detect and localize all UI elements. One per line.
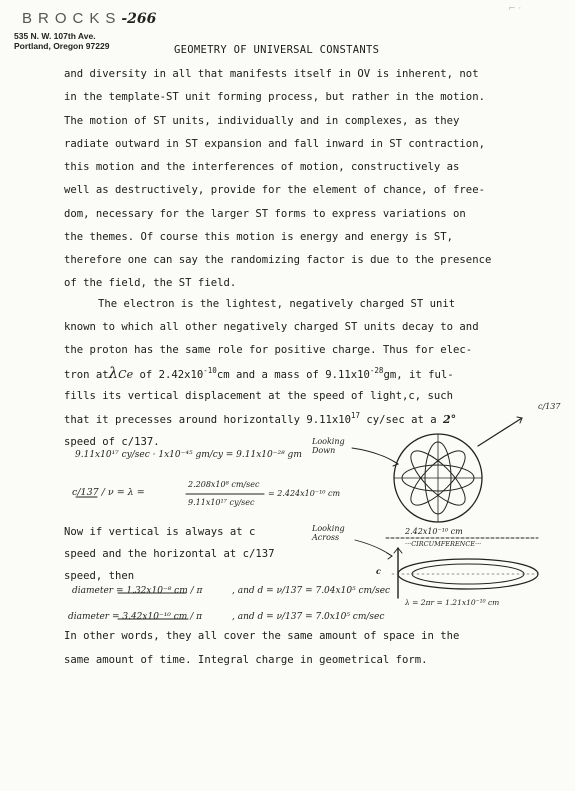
handwritten-equation-1: 9.11x10¹⁷ cy/sec · 1x10⁻⁴⁵ gm/cy = 9.11x10⁻²⁸ gm — [75, 450, 302, 460]
page-number: -266 — [121, 11, 157, 27]
text-line: radiate outward in ST expansion and fall inward in ST contraction, — [64, 138, 485, 150]
handwritten-diameter-2: diameter = 3.42x10⁻¹⁰ cm / π — [68, 612, 203, 622]
text-line-precess: that it precesses around horizontally $9.11x10^{17}$ cy/sec at a 2° — [64, 411, 457, 426]
author-name: BROCKS — [22, 10, 122, 27]
text-line: therefore one can say the randomizing factor is due to the presence — [64, 254, 492, 266]
text-line: speed of c/137. — [64, 436, 160, 448]
text-line: same amount of time. Integral charge in geometrical form. — [64, 654, 428, 666]
text-line: In other words, they all cover the same amount of space in the — [64, 630, 460, 642]
handwritten-equation-2-denominator: 9.11x10¹⁷ cy/sec — [188, 498, 255, 507]
text-line: and diversity in all that manifests itself in OV is inherent, not — [64, 68, 479, 80]
handwritten-diameter-2-velocity: , and d = ν/137 = 7.0x10⁵ cm/sec — [232, 612, 385, 622]
text-line: the themes. Of course this motion is energy and energy is ST, — [64, 231, 454, 243]
handwritten-diameter-1: diameter = 1.32x10⁻⁸ cm / π — [72, 586, 203, 596]
diagram-length-label: 2.42x10⁻¹⁰ cm — [405, 527, 463, 536]
text-line: well as destructively, provide for the element of chance, of free- — [64, 184, 485, 196]
diagram-c-label: c — [376, 566, 381, 576]
text-line: fills its vertical displacement at the speed of light,c, such — [64, 390, 454, 402]
handwritten-equation-2-left: c/137 / ν = λ = — [72, 487, 145, 498]
precession-circle-diagram — [352, 417, 522, 522]
address-line-2: Portland, Oregon 97229 — [14, 41, 110, 51]
text-line: the proton has the same role for positive charge. Thus for elec- — [64, 344, 473, 356]
text-line: speed and the horizontal at c/137 — [64, 548, 275, 560]
text-line: The motion of ST units, individually and in complexes, as they — [64, 115, 460, 127]
address-line-1: 535 N. W. 107th Ave. — [14, 31, 96, 41]
handwritten-diameter-1-velocity: , and d = ν/137 = 7.04x10⁵ cm/sec — [232, 586, 391, 596]
text-line: Now if vertical is always at c — [64, 526, 256, 538]
diagram-c-over-137: c/137 — [538, 402, 561, 411]
page-title: GEOMETRY OF UNIVERSAL CONSTANTS — [174, 44, 380, 56]
handwritten-equation-2-result: = 2.424x10⁻¹⁰ cm — [268, 489, 341, 498]
looking-down-note: Looking Down — [312, 437, 345, 455]
text-line: of the field, the ST field. — [64, 277, 237, 289]
text-line-electron: tron atλCe of $2.42x10^{-10}cm$ and a mass of $9.11x10^{-28}gm$, it ful- — [64, 364, 454, 382]
diagram-circumference-label: ···CIRCUMFERENCE··· — [405, 540, 482, 548]
text-line: speed, then — [64, 570, 135, 582]
diagram-lambda-equation: λ = 2πr = 1.21x10⁻¹⁰ cm — [405, 598, 500, 607]
text-line: this motion and the interferences of motion, constructively as — [64, 161, 460, 173]
text-line: The electron is the lightest, negatively charged ST unit — [98, 298, 456, 310]
looking-across-note: Looking Across — [312, 524, 345, 542]
corner-mark: ⌐ · — [508, 4, 522, 14]
text-line: dom, necessary for the larger ST forms to express variations on — [64, 208, 466, 220]
lambda-symbol: λ — [108, 364, 119, 382]
precession-ellipse-diagram — [355, 538, 538, 598]
text-line: in the template-ST unit forming process, but rather in the motion. — [64, 91, 485, 103]
handwritten-equation-2-numerator: 2.208x10⁸ cm/sec — [188, 480, 260, 489]
text-line: known to which all other negatively charged ST units decay to and — [64, 321, 479, 333]
